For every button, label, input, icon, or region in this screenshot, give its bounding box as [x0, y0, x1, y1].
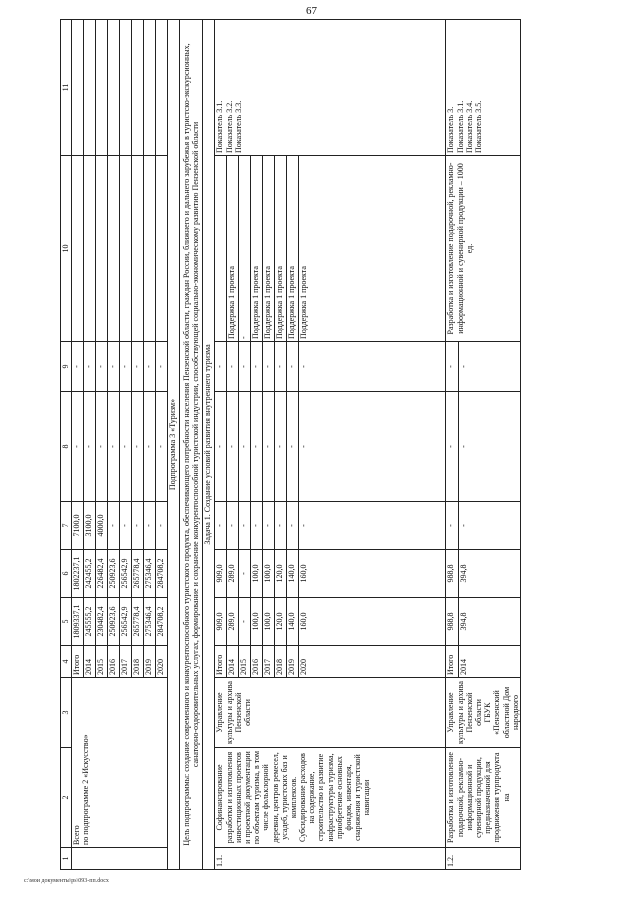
total-value: - — [132, 392, 144, 502]
item-value: 100,0 — [263, 598, 275, 646]
item-indicators: Показатель 3.1. Показатель 3.2. Показатель 3.3. — [215, 20, 446, 156]
item-value: - — [263, 342, 275, 392]
total-value: 245555,2 — [84, 598, 96, 646]
total-value: 2015 — [96, 646, 108, 678]
item-value: - — [446, 342, 458, 392]
column-number-row — [61, 20, 72, 870]
item-executor: Управление культуры и архива Пензенской области — [215, 678, 446, 748]
item-1-1-row — [215, 20, 227, 870]
total-value: - — [96, 392, 108, 502]
item-result: Разработка и изготовление подарочной, рекламно-информационной и сувенирной продукции – 1000 ед. — [446, 156, 521, 342]
total-value: 3100,0 — [84, 502, 96, 550]
item-value: 2018 — [275, 646, 287, 678]
item-value: 100,0 — [263, 550, 275, 598]
item-result: Поддержка 1 проекта — [299, 156, 446, 342]
item-value: 140,0 — [287, 550, 299, 598]
total-value — [120, 20, 132, 156]
item-value: - — [299, 502, 446, 550]
total-value: 250923,6 — [108, 550, 120, 598]
total-value: - — [108, 502, 120, 550]
total-value: - — [120, 392, 132, 502]
rotated-table-container — [60, 20, 590, 870]
column-number: 10 — [61, 156, 72, 342]
item-indicators: Показатель 3. Показатель 3.1. Показатель 3.4. Показатель 3.5. — [446, 20, 521, 156]
item-value: 140,0 — [287, 598, 299, 646]
total-value: - — [84, 392, 96, 502]
task-title: Задача 1. Создание условий развития внутреннего туризма — [203, 20, 215, 870]
total-value: 4000,0 — [96, 502, 108, 550]
total-value: - — [108, 342, 120, 392]
item-value: - — [458, 342, 520, 392]
total-num-cell — [72, 848, 168, 870]
item-value: - — [287, 392, 299, 502]
total-value: 1809337,1 — [72, 598, 84, 646]
item-value: - — [215, 342, 227, 392]
total-value: 226482,4 — [96, 550, 108, 598]
total-value — [96, 156, 108, 342]
item-value: - — [263, 502, 275, 550]
item-value: 2019 — [287, 646, 299, 678]
column-number: 7 — [61, 502, 72, 550]
item-value: 394,8 — [458, 598, 520, 646]
column-number: 2 — [61, 748, 72, 848]
total-value — [132, 156, 144, 342]
item-value: - — [239, 342, 251, 392]
item-value: 988,8 — [446, 550, 458, 598]
item-value: - — [275, 502, 287, 550]
total-value — [72, 20, 84, 156]
section-row — [168, 20, 180, 870]
total-value: - — [84, 342, 96, 392]
column-number: 5 — [61, 598, 72, 646]
total-value: - — [144, 502, 156, 550]
item-value: 2016 — [251, 646, 263, 678]
item-value: 988,8 — [446, 598, 458, 646]
column-number: 6 — [61, 550, 72, 598]
total-value: - — [72, 392, 84, 502]
item-value: - — [287, 502, 299, 550]
item-value: - — [227, 502, 239, 550]
item-value: - — [299, 342, 446, 392]
item-result: Поддержка 1 проекта — [263, 156, 275, 342]
total-value: - — [72, 342, 84, 392]
total-label: Всего по подпрограмме 2 «Искусство» — [72, 678, 168, 848]
total-value — [156, 156, 168, 342]
item-value: - — [446, 392, 458, 502]
item-value: - — [275, 392, 287, 502]
item-value: 120,0 — [275, 550, 287, 598]
item-executor: Управление культуры и архива Пензенской области ГБУК «Пензенский областной Дом народного — [446, 678, 521, 748]
item-name: Софинансирование разработки и изготовления инвестиционных проектов и проектной документации по объектам туризма, в том числе фольклорной деревни, центров ремесел, усадеб, туристских баз и комплексов. Субсидирование расходов на содержание, строительство и развитие инфраструктуры туризма, приобретение основных фондов, инвентаря, снаряжения и туристской навигации — [215, 748, 446, 848]
section-row — [203, 20, 215, 870]
item-value: - — [458, 502, 520, 550]
item-result: - — [239, 156, 251, 342]
column-number: 3 — [61, 678, 72, 748]
item-value: - — [275, 342, 287, 392]
item-value: - — [299, 392, 446, 502]
total-value: 256542,9 — [120, 550, 132, 598]
item-value: - — [287, 342, 299, 392]
total-value: 7100,0 — [72, 502, 84, 550]
total-value — [132, 20, 144, 156]
subprogram-title: Подпрограмма 3 «Туризм» — [168, 20, 180, 870]
item-value: Итого — [215, 646, 227, 678]
item-value: - — [251, 502, 263, 550]
total-row — [72, 20, 84, 870]
total-value: Итого — [72, 646, 84, 678]
subprogram-goal: Цель подпрограммы: создание современного и конкурентоспособного туристского продукта, обеспечивающего потребности населения Пензенской области, граждан России, ближнего и дальнего зарубежья в туристско-экскурсионных, санаторно-оздоровительных услугах, формирование и сохранение конкурентоспособной туристской индустрии, способствующей социально-экономическому развитию Пензенской области — [180, 20, 203, 870]
total-value: - — [144, 342, 156, 392]
item-value: 2020 — [299, 646, 446, 678]
total-value: - — [156, 392, 168, 502]
item-number: 1.2. — [446, 848, 521, 870]
total-value: 265778,4 — [132, 550, 144, 598]
item-value: 100,0 — [251, 550, 263, 598]
item-value: - — [446, 502, 458, 550]
total-value: 265778,4 — [132, 598, 144, 646]
item-result — [215, 156, 227, 342]
total-value: - — [120, 342, 132, 392]
total-value — [108, 156, 120, 342]
item-value: 2014 — [458, 646, 520, 678]
item-1-2-row — [446, 20, 458, 870]
total-value — [156, 20, 168, 156]
item-value: - — [227, 392, 239, 502]
item-result: Поддержка 1 проекта — [287, 156, 299, 342]
item-value: Итого — [446, 646, 458, 678]
item-value: 2014 — [227, 646, 239, 678]
total-value: - — [120, 502, 132, 550]
total-value: 250923,6 — [108, 598, 120, 646]
total-value: 1802237,1 — [72, 550, 84, 598]
total-value: 2014 — [84, 646, 96, 678]
total-value: - — [156, 342, 168, 392]
item-result: Поддержка 1 проекта — [251, 156, 263, 342]
item-value: 120,0 — [275, 598, 287, 646]
total-value: 2018 — [132, 646, 144, 678]
total-value: - — [144, 392, 156, 502]
total-value: 2017 — [120, 646, 132, 678]
total-value: 2016 — [108, 646, 120, 678]
total-value: 256542,9 — [120, 598, 132, 646]
item-value: 289,0 — [227, 550, 239, 598]
section-row — [180, 20, 203, 870]
item-value: - — [227, 342, 239, 392]
item-result: Поддержка 1 проекта — [227, 156, 239, 342]
item-value: 2017 — [263, 646, 275, 678]
item-number: 1.1. — [215, 848, 446, 870]
column-number: 11 — [61, 20, 72, 156]
item-value: - — [239, 598, 251, 646]
item-value: - — [215, 502, 227, 550]
total-value — [96, 20, 108, 156]
total-value — [72, 156, 84, 342]
total-value: - — [156, 502, 168, 550]
total-value: 2019 — [144, 646, 156, 678]
total-value — [120, 156, 132, 342]
total-value: 2020 — [156, 646, 168, 678]
total-value: 275346,4 — [144, 598, 156, 646]
column-number: 1 — [61, 848, 72, 870]
total-value — [84, 20, 96, 156]
item-result: Поддержка 1 проекта — [275, 156, 287, 342]
item-value: 100,0 — [251, 598, 263, 646]
item-value: 2015 — [239, 646, 251, 678]
footer-file-path: c:\мои документы\ps\093-пп.docx — [24, 878, 109, 884]
total-value: 230482,4 — [96, 598, 108, 646]
item-value: - — [458, 392, 520, 502]
program-table — [60, 19, 521, 870]
item-value: 289,0 — [227, 598, 239, 646]
total-value: - — [132, 502, 144, 550]
total-value — [84, 156, 96, 342]
item-value: 394,8 — [458, 550, 520, 598]
item-value: 160,0 — [299, 598, 446, 646]
total-value: 275346,4 — [144, 550, 156, 598]
item-value: - — [239, 392, 251, 502]
total-value: 284708,2 — [156, 598, 168, 646]
item-value: - — [239, 550, 251, 598]
page-number: 67 — [306, 5, 317, 17]
item-value: 909,0 — [215, 550, 227, 598]
item-name: Разработка и изготовление подарочной, рекламно-информационной и сувенирной продукции, предназначенной для продвижения турпродукта на — [446, 748, 521, 848]
total-value — [108, 20, 120, 156]
item-value: 160,0 — [299, 550, 446, 598]
total-value: 284708,2 — [156, 550, 168, 598]
item-value: - — [251, 342, 263, 392]
column-number: 9 — [61, 342, 72, 392]
column-number: 4 — [61, 646, 72, 678]
total-value: 242455,2 — [84, 550, 96, 598]
item-value: - — [251, 392, 263, 502]
item-value: - — [263, 392, 275, 502]
total-value: - — [132, 342, 144, 392]
total-value — [144, 20, 156, 156]
total-value — [144, 156, 156, 342]
item-value: 909,0 — [215, 598, 227, 646]
item-value: - — [239, 502, 251, 550]
column-number: 8 — [61, 392, 72, 502]
total-value: - — [96, 342, 108, 392]
item-value: - — [215, 392, 227, 502]
total-value: - — [108, 392, 120, 502]
